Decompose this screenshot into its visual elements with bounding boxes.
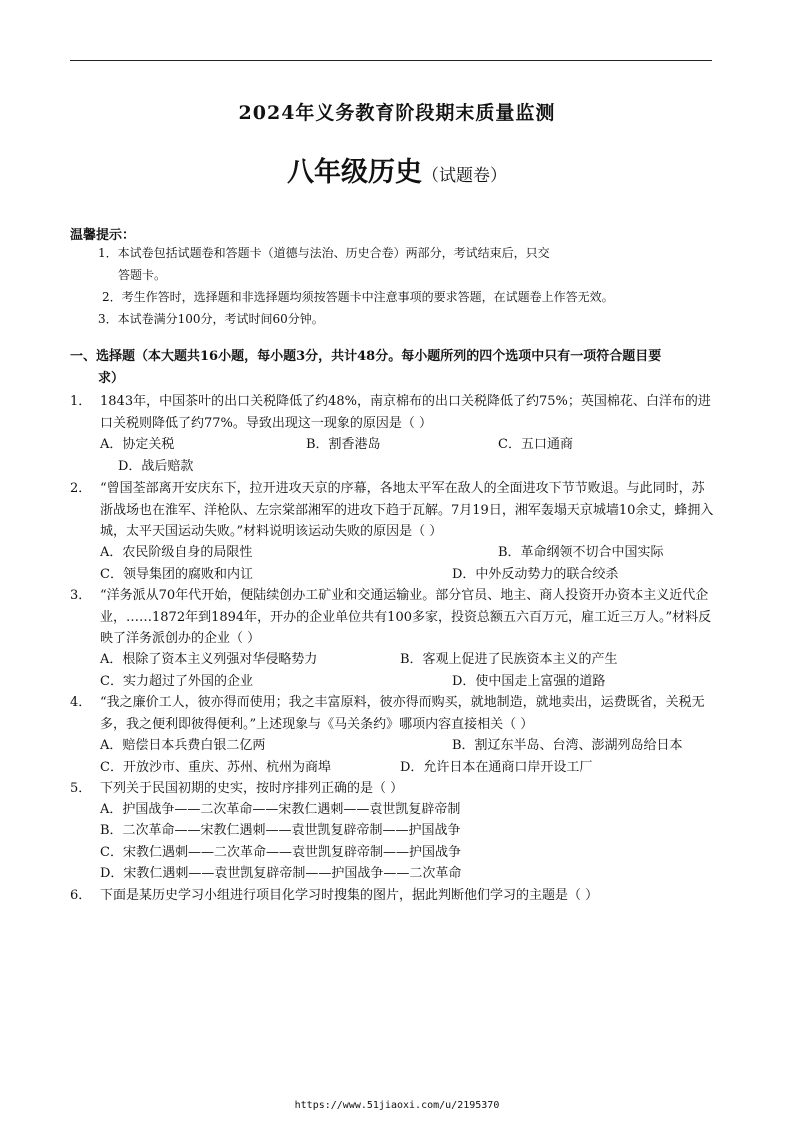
q3-option-b: B．客观上促进了民族资本主义的产生 <box>400 652 618 667</box>
q2-option-b: B．革命纲领不切合中国实际 <box>498 545 664 560</box>
q1-option-b: B．割香港岛 <box>306 437 381 452</box>
exam-title: 2024年义务教育阶段期末质量监测 <box>238 102 556 124</box>
question-stem: 1843年，中国茶叶的出口关税降低了约48%，南京棉布的出口关税降低了约75%；英国棉花、白洋布的进口关税则降低了约77%。导致出现这一现象的原因是（ ） <box>100 394 711 431</box>
question-number: 4． <box>70 695 92 710</box>
question-number: 6． <box>70 888 92 903</box>
q2-option-c: C．领导集团的腐败和内讧 <box>100 567 253 582</box>
question-2 <box>70 478 716 543</box>
q2-option-d: D．中外反动势力的联合绞杀 <box>452 567 619 582</box>
section-heading-line2: 求） <box>98 371 125 386</box>
q5-option-b: B．二次革命——宋教仁遇刺——袁世凯复辟帝制——护国战争 <box>100 823 461 838</box>
section-heading-line1: 一、选择题（本大题共16小题，每小题3分，共计48分。每小题所列的四个选项中只有一项符合题目要 <box>70 349 662 364</box>
q1-option-c: C．五口通商 <box>498 437 573 452</box>
question-stem: “洋务派从70年代开始，便陆续创办工矿业和交通运输业。部分官员、地主、商人投资开办资本主义近代企业，……1872年到1894年，开办的企业单位共有100多家，投资总额五六百万元，雇工近三万人。”材料反映了洋务派创办的企业（ ） <box>100 588 712 646</box>
q2-option-a: A．农民阶级自身的局限性 <box>100 545 253 560</box>
question-3 <box>70 585 716 650</box>
question-stem: “曾国荃部离开安庆东下，拉开进攻天京的序幕，各地太平军在敌人的全面进攻下节节败退。与此同时，苏浙战场也在淮军、洋枪队、左宗棠部湘军的进攻下趋于瓦解。7月19日，湘军轰塌天京城墙10余丈，蜂拥入城，太平天国运动失败。”材料说明该运动失败的原因是（ ） <box>100 481 714 539</box>
q5-option-d: D．宋教仁遇刺——袁世凯复辟帝制——护国战争——二次革命 <box>100 866 462 881</box>
question-stem: “我之廉价工人，彼亦得而使用；我之丰富原料，彼亦得而购买，就地制造，就地卖出，运费既省，关税无多，我之便利即彼得便利。”上述现象与《马关条约》哪项内容直接相关（ ） <box>100 695 705 732</box>
q4-option-d: D．允许日本在通商口岸开设工厂 <box>400 760 593 775</box>
question-number: 5． <box>70 781 92 796</box>
question-number: 3． <box>70 588 92 603</box>
subject-note: （试题卷） <box>422 166 507 186</box>
top-rule <box>70 60 712 61</box>
question-stem: 下列关于民国初期的史实，按时序排列正确的是（ ） <box>100 781 404 796</box>
tip-1-line1: 1．本试卷包括试题卷和答题卡（道德与法治、历史合卷）两部分，考试结束后，只交 <box>98 246 550 260</box>
footer-url: https://www.51jiaoxi.com/u/2195370 <box>294 1100 500 1111</box>
section-heading <box>70 346 730 390</box>
question-6 <box>70 885 716 907</box>
question-1 <box>70 391 716 434</box>
q4-option-a: A．赔偿日本兵费白银二亿两 <box>100 738 266 753</box>
question-number: 1． <box>70 394 92 409</box>
q5-option-a: A．护国战争——二次革命——宋教仁遇刺——袁世凯复辟帝制 <box>100 802 461 817</box>
q4-option-c: C．开放沙市、重庆、苏州、杭州为商埠 <box>100 760 331 775</box>
subject-name: 八年级历史 <box>287 157 422 188</box>
q3-option-c: C．实力超过了外国的企业 <box>100 674 253 689</box>
question-stem: 下面是某历史学习小组进行项目化学习时搜集的图片，据此判断他们学习的主题是（ ） <box>100 888 599 903</box>
tip-3: 3．本试卷满分100分，考试时间60分钟。 <box>98 312 324 326</box>
tip-2: 2．考生作答时，选择题和非选择题均须按答题卡中注意事项的要求答题，在试题卷上作答无效。 <box>102 290 614 304</box>
q4-option-b: B．割辽东半岛、台湾、澎湖列岛给日本 <box>452 738 683 753</box>
tip-1-line2: 答题卡。 <box>118 268 167 282</box>
question-5 <box>70 778 716 800</box>
question-number: 2． <box>70 481 92 496</box>
question-4 <box>70 692 716 735</box>
q5-option-c: C．宋教仁遇刺——二次革命——袁世凯复辟帝制——护国战争 <box>100 845 461 860</box>
tips-heading: 温馨提示： <box>70 228 136 243</box>
q3-option-d: D．使中国走上富强的道路 <box>452 674 606 689</box>
q1-option-a: A．协定关税 <box>100 437 175 452</box>
subject-title <box>0 150 794 189</box>
q3-option-a: A．根除了资本主义列强对华侵略势力 <box>100 652 318 667</box>
q1-option-d: D．战后赔款 <box>118 459 194 474</box>
